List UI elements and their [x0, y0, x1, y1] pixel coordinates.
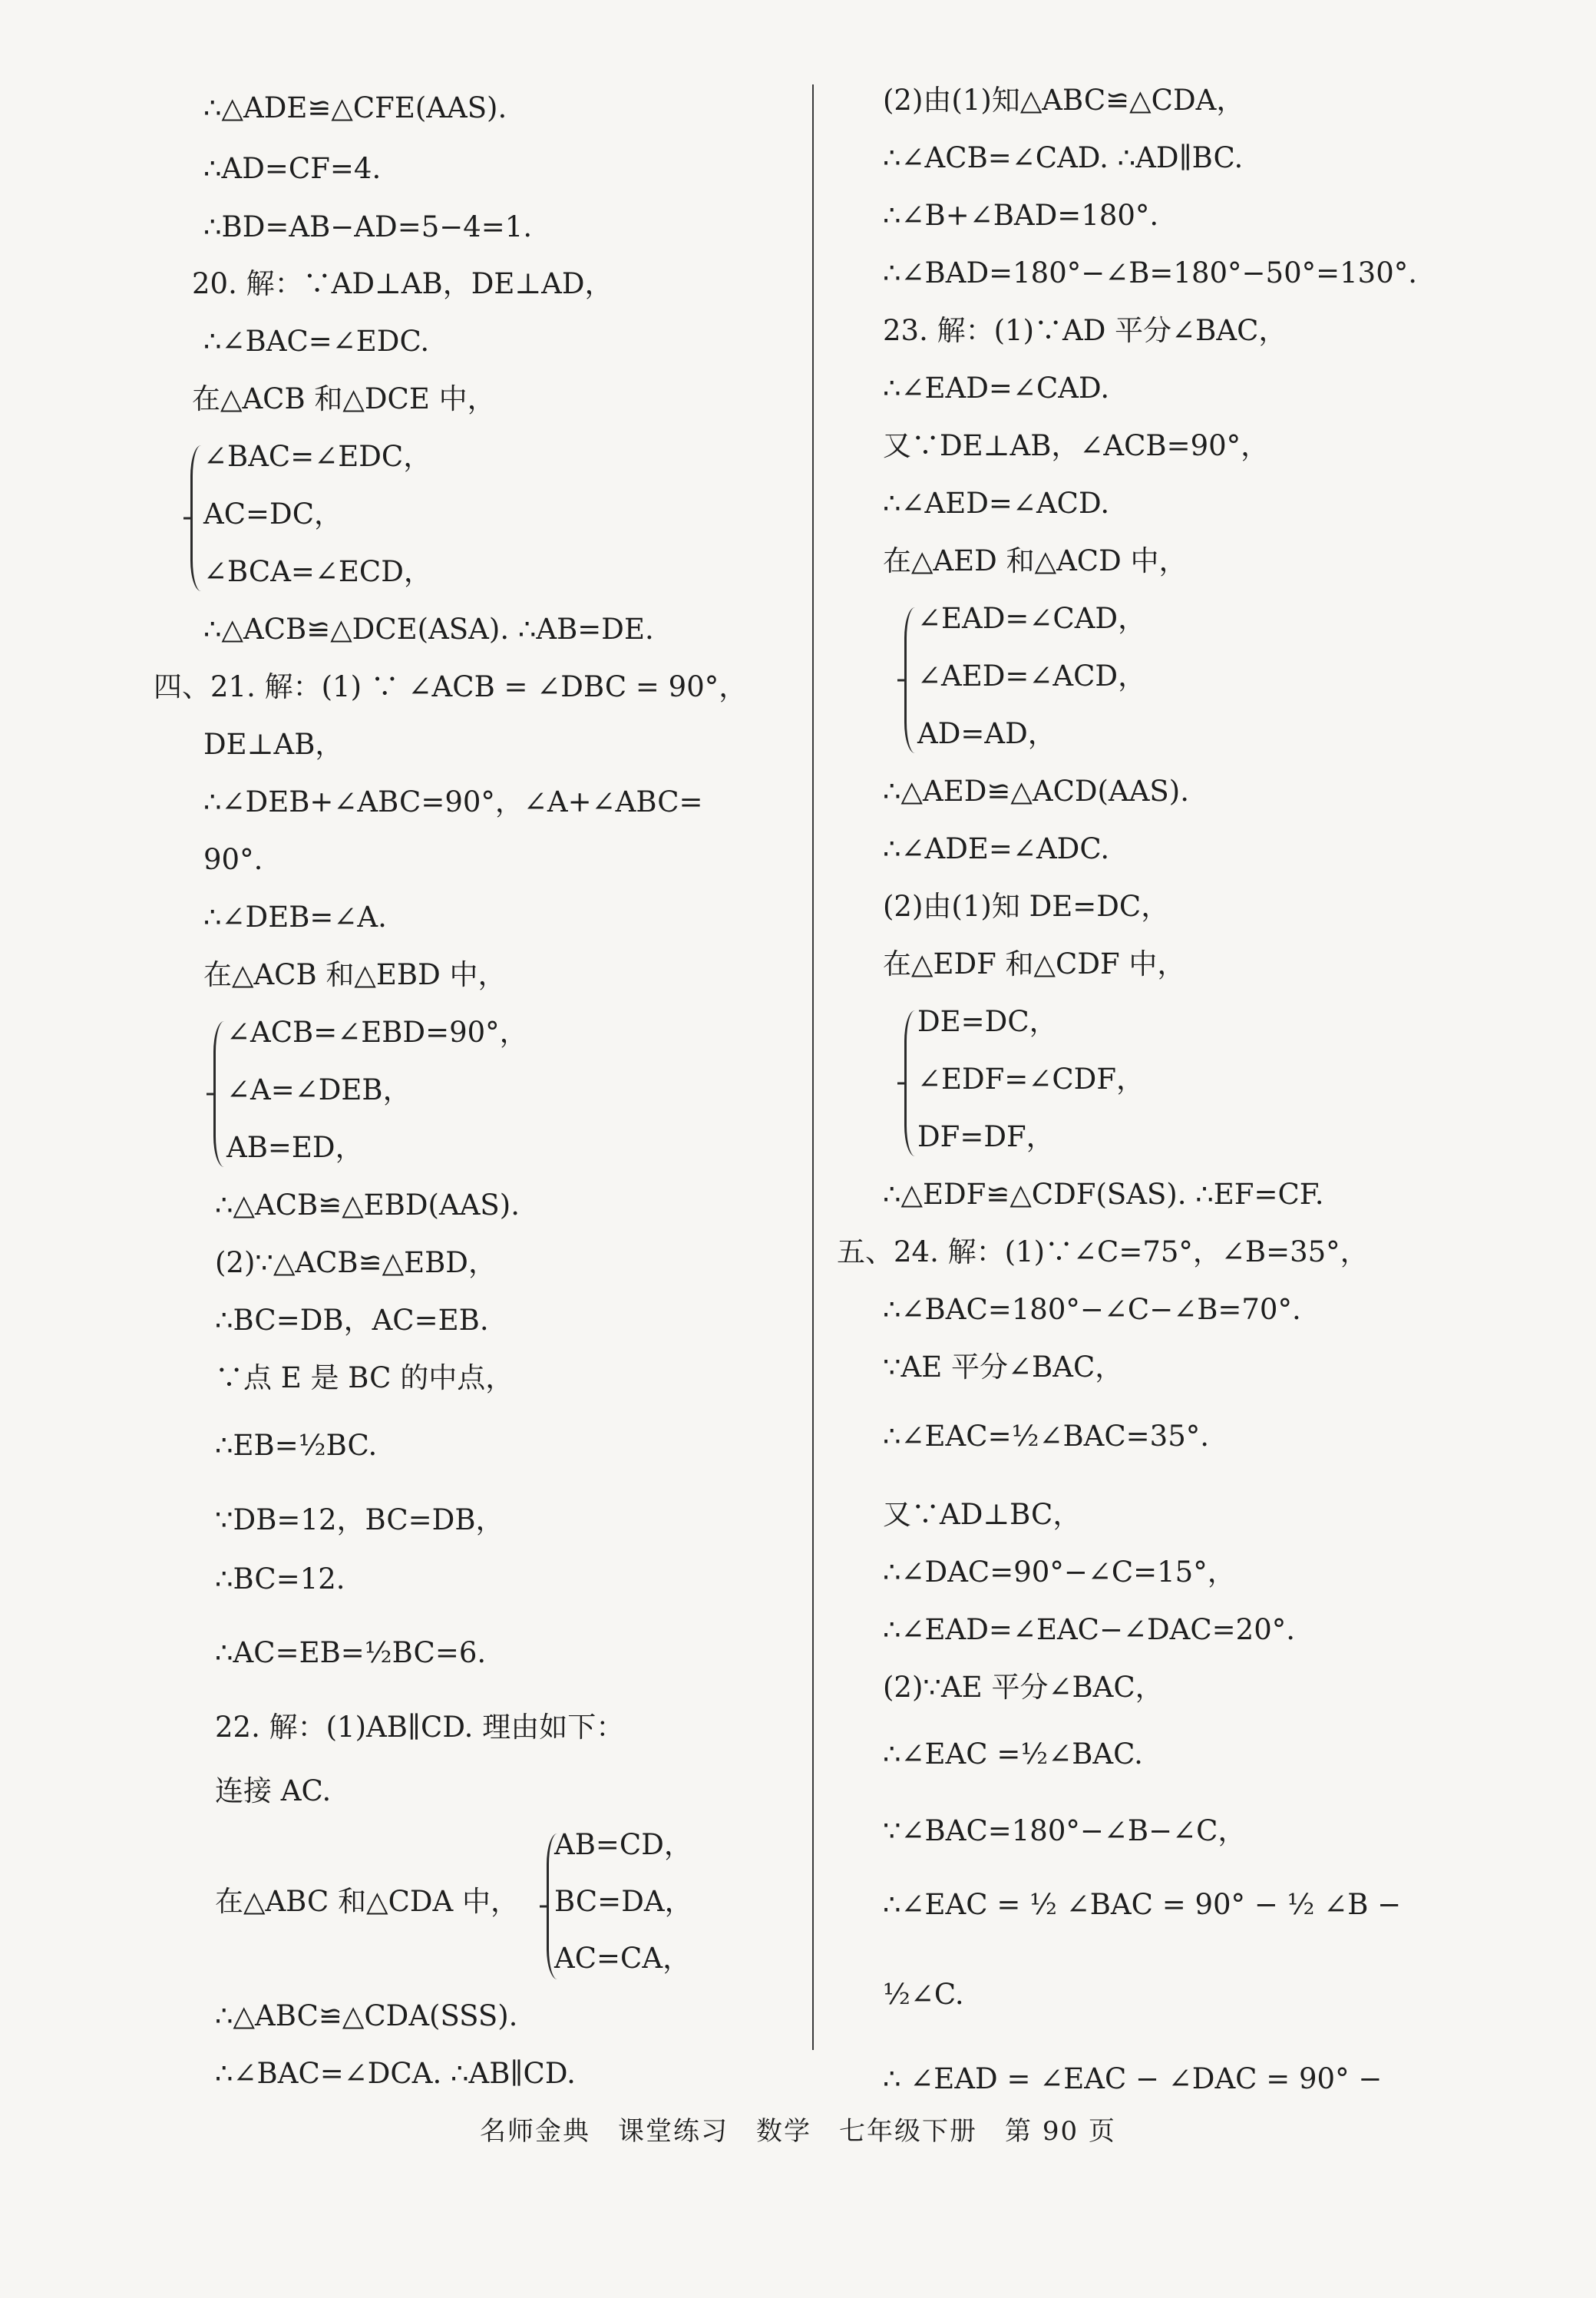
text-line: 20. 解：∵AD⊥AB，DE⊥AD，: [192, 267, 613, 300]
text-line: ∴∠EAC=½∠BAC=35°.: [883, 1420, 1210, 1453]
text-line: DE⊥AB，: [203, 728, 344, 761]
text-line: ∠BCA=∠ECD，: [203, 555, 432, 588]
text-line: ∴∠EAC =½∠BAC.: [883, 1738, 1143, 1771]
text-line: 90°.: [203, 843, 263, 876]
text-line: BC=DA，: [554, 1885, 693, 1918]
text-line: ∴∠EAD=∠CAD.: [883, 372, 1110, 405]
text-line: ∵∠BAC=180°−∠B−∠C，: [883, 1814, 1247, 1847]
text-line: 在△ABC 和△CDA 中，: [215, 1885, 520, 1918]
text-line: 在△EDF 和△CDF 中，: [883, 947, 1186, 980]
text-line: 在△AED 和△ACD 中，: [883, 544, 1188, 577]
text-line: ∴∠AED=∠ACD.: [883, 487, 1110, 520]
text-line: (2)∵AE 平分∠BAC，: [883, 1671, 1164, 1704]
text-line: ∴∠EAD=∠EAC−∠DAC=20°.: [883, 1613, 1296, 1646]
text-line: ∠ACB=∠EBD=90°，: [226, 1016, 528, 1049]
text-line: (2)由(1)知 DE=DC，: [883, 890, 1170, 923]
text-line: ∵AE 平分∠BAC，: [883, 1351, 1124, 1384]
text-line: ∴ ∠EAD = ∠EAC − ∠DAC = 90° −: [883, 2062, 1383, 2095]
text-line: ∴△EDF≌△CDF(SAS). ∴EF=CF.: [883, 1178, 1324, 1211]
text-line: DF=DF，: [917, 1120, 1055, 1153]
brace-23a: [904, 607, 916, 753]
text-line: ∴∠DEB+∠ABC=90°，∠A+∠ABC=: [203, 785, 703, 818]
text-line: ∴∠BAC=∠DCA. ∴AB∥CD.: [215, 2057, 576, 2090]
text-line: ½∠C.: [883, 1978, 964, 2011]
text-line: 23. 解：(1)∵AD 平分∠BAC，: [883, 314, 1287, 347]
brace-20: [190, 445, 202, 591]
text-line: AD=AD，: [917, 717, 1056, 750]
text-line: ∴BD=AB−AD=5−4=1.: [203, 210, 533, 243]
text-line: ∠BAC=∠EDC，: [203, 440, 432, 473]
text-line: ∴AD=CF=4.: [203, 152, 382, 185]
text-line: ∠EAD=∠CAD，: [917, 602, 1147, 635]
brace-21: [213, 1021, 225, 1167]
page-footer: 名师金典 课堂练习 数学 七年级下册 第 90 页: [480, 2116, 1116, 2147]
text-line: ∠EDF=∠CDF，: [917, 1063, 1145, 1096]
text-line: ∠AED=∠ACD，: [917, 660, 1147, 693]
text-line: AC=DC，: [203, 498, 343, 531]
text-line: ∴∠BAD=180°−∠B=180°−50°=130°.: [883, 256, 1418, 289]
text-line: ∴△AED≌△ACD(AAS).: [883, 775, 1189, 808]
text-line: AB=ED，: [226, 1131, 364, 1164]
text-line: ∴AC=EB=½BC=6.: [215, 1636, 487, 1669]
text-line: ∠A=∠DEB，: [226, 1073, 411, 1106]
text-line: ∴∠EAC = ½ ∠BAC = 90° − ½ ∠B −: [883, 1888, 1402, 1921]
text-line: 五、24. 解：(1)∵∠C=75°，∠B=35°，: [837, 1235, 1369, 1268]
text-line: ∴△ACB≌△DCE(ASA). ∴AB=DE.: [203, 613, 654, 646]
text-line: ∴∠BAC=∠EDC.: [203, 325, 430, 358]
text-line: ∵点 E 是 BC 的中点，: [215, 1361, 514, 1394]
text-line: ∵DB=12，BC=DB，: [215, 1503, 504, 1536]
text-line: ∴∠B+∠BAD=180°.: [883, 199, 1159, 232]
column-divider: [812, 84, 814, 2050]
text-line: ∴△ADE≌△CFE(AAS).: [203, 91, 507, 124]
text-line: AC=CA，: [554, 1942, 692, 1975]
text-line: DE=DC，: [917, 1005, 1058, 1038]
text-line: ∴BC=DB，AC=EB.: [215, 1304, 489, 1337]
brace-23b: [904, 1010, 916, 1156]
text-line: ∴∠DAC=90°−∠C=15°，: [883, 1556, 1236, 1589]
text-line: 在△ACB 和△DCE 中，: [192, 382, 496, 415]
text-line: ∴∠DEB=∠A.: [203, 901, 387, 934]
text-line: (2)∵△ACB≌△EBD，: [215, 1246, 497, 1279]
text-line: 四、21. 解：(1) ∵ ∠ACB = ∠DBC = 90°，: [154, 670, 748, 703]
text-line: ∴BC=12.: [215, 1562, 345, 1595]
text-line: AB=CD，: [554, 1828, 692, 1861]
text-line: 22. 解：(1)AB∥CD. 理由如下：: [215, 1711, 625, 1744]
text-line: 连接 AC.: [215, 1774, 332, 1807]
text-line: (2)由(1)知△ABC≌△CDA，: [883, 84, 1245, 117]
text-line: 在△ACB 和△EBD 中，: [203, 958, 507, 991]
text-line: ∴∠ACB=∠CAD. ∴AD∥BC.: [883, 141, 1244, 174]
text-line: ∴△ABC≌△CDA(SSS).: [215, 1999, 518, 2032]
text-line: ∴△ACB≌△EBD(AAS).: [215, 1189, 520, 1222]
text-line: 又∵DE⊥AB，∠ACB=90°，: [883, 429, 1270, 462]
brace-22: [547, 1833, 558, 1979]
text-line: ∴∠ADE=∠ADC.: [883, 832, 1110, 865]
text-line: ∴EB=½BC.: [215, 1429, 378, 1462]
text-line: 又∵AD⊥BC，: [883, 1498, 1082, 1531]
text-line: ∴∠BAC=180°−∠C−∠B=70°.: [883, 1293, 1301, 1326]
